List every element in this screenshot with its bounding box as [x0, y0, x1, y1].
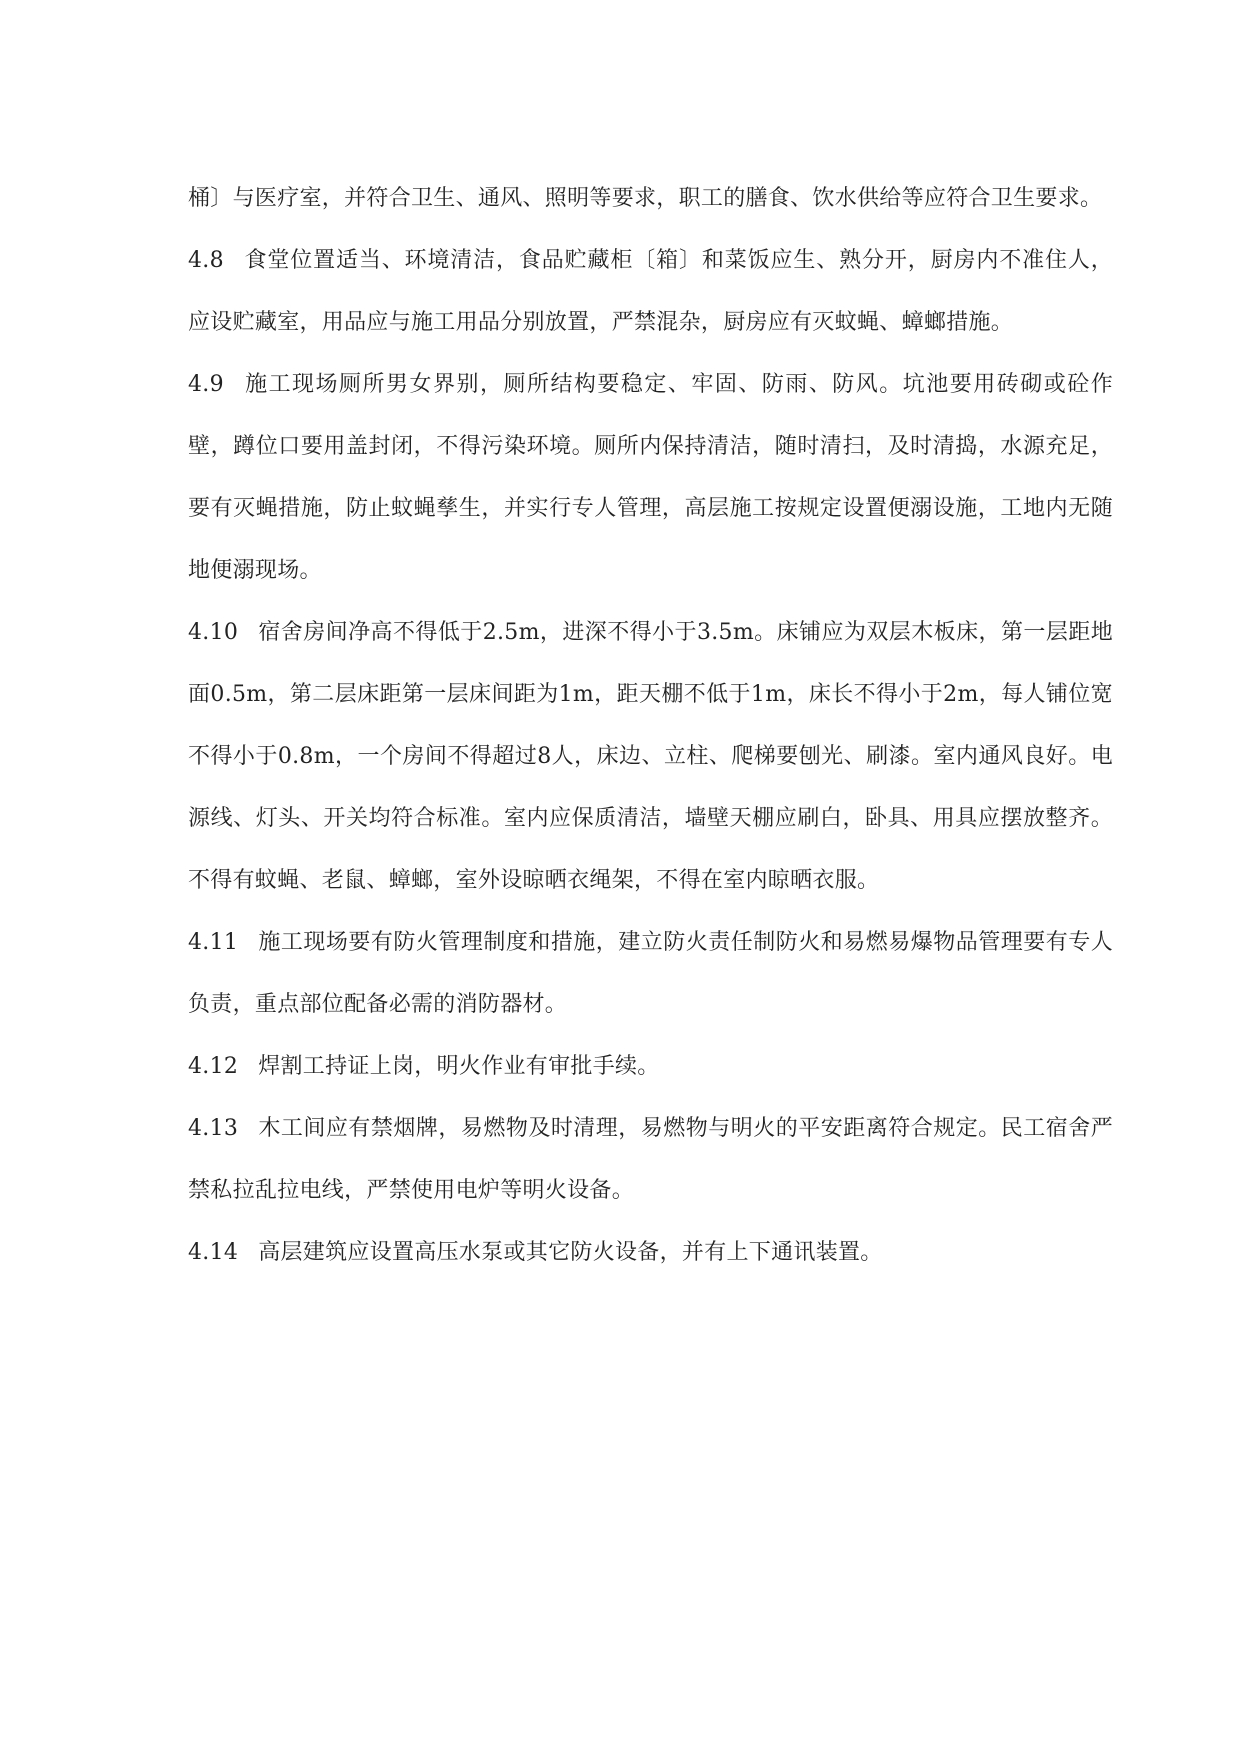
document-body: [188, 168, 1113, 1284]
paragraph-4-11: [188, 912, 1113, 1036]
clause-number: 4.13: [188, 1116, 239, 1141]
paragraph-text: 桶〕与医疗室，并符合卫生、通风、照明等要求，职工的膳食、饮水供给等应符合卫生要求。: [188, 186, 1103, 211]
paragraph-4-8: [188, 230, 1113, 354]
paragraph-text: 宿舍房间净高不得低于2.5m，进深不得小于3.5m。床铺应为双层木板床，第一层距地面0.5m，第二层床距第一层床间距为1m，距天棚不低于1m，床长不得小于2m，每人铺位宽不得小于0.8m，一个房间不得超过8人，床边、立柱、爬梯要刨光、刷漆。室内通风良好。电源线、灯头、开关均符合标准。室内应保质清洁，墙壁天棚应刷白，卧具、用具应摆放整齐。不得有蚊蝇、老鼠、蟑螂，室外设晾晒衣绳架，不得在室内晾晒衣服。: [188, 620, 1113, 893]
paragraph-text: 食堂位置适当、环境清洁，食品贮藏柜〔箱〕和菜饭应生、熟分开，厨房内不准住人，应设贮藏室，用品应与施工用品分别放置，严禁混杂，厨房应有灭蚊蝇、蟑螂措施。: [188, 248, 1113, 335]
clause-number: 4.14: [188, 1240, 239, 1265]
clause-number: 4.8: [188, 248, 224, 273]
paragraph-text: 施工现场厕所男女界别，厕所结构要稳定、牢固、防雨、防风。坑池要用砖砌或砼作壁，蹲位口要用盖封闭，不得污染环境。厕所内保持清洁，随时清扫，及时清捣，水源充足，要有灭蝇措施，防止蚊蝇孳生，并实行专人管理，高层施工按规定设置便溺设施，工地内无随地便溺现场。: [188, 372, 1113, 583]
paragraph-4-14: [188, 1222, 1113, 1284]
paragraph-text: 施工现场要有防火管理制度和措施，建立防火责任制防火和易燃易爆物品管理要有专人负责，重点部位配备必需的消防器材。: [188, 930, 1113, 1017]
clause-number: 4.11: [188, 930, 239, 955]
paragraph-4-12: [188, 1036, 1113, 1098]
clause-number: 4.10: [188, 620, 239, 645]
paragraph-4-9: [188, 354, 1113, 602]
paragraph-continued: [188, 168, 1113, 230]
clause-number: 4.9: [188, 372, 224, 397]
paragraph-text: 焊割工持证上岗，明火作业有审批手续。: [258, 1054, 660, 1079]
paragraph-text: 木工间应有禁烟牌，易燃物及时清理，易燃物与明火的平安距离符合规定。民工宿舍严禁私拉乱拉电线，严禁使用电炉等明火设备。: [188, 1116, 1113, 1203]
paragraph-text: 高层建筑应设置高压水泵或其它防火设备，并有上下通讯装置。: [258, 1240, 883, 1265]
paragraph-4-13: [188, 1098, 1113, 1222]
paragraph-4-10: [188, 602, 1113, 912]
clause-number: 4.12: [188, 1054, 239, 1079]
